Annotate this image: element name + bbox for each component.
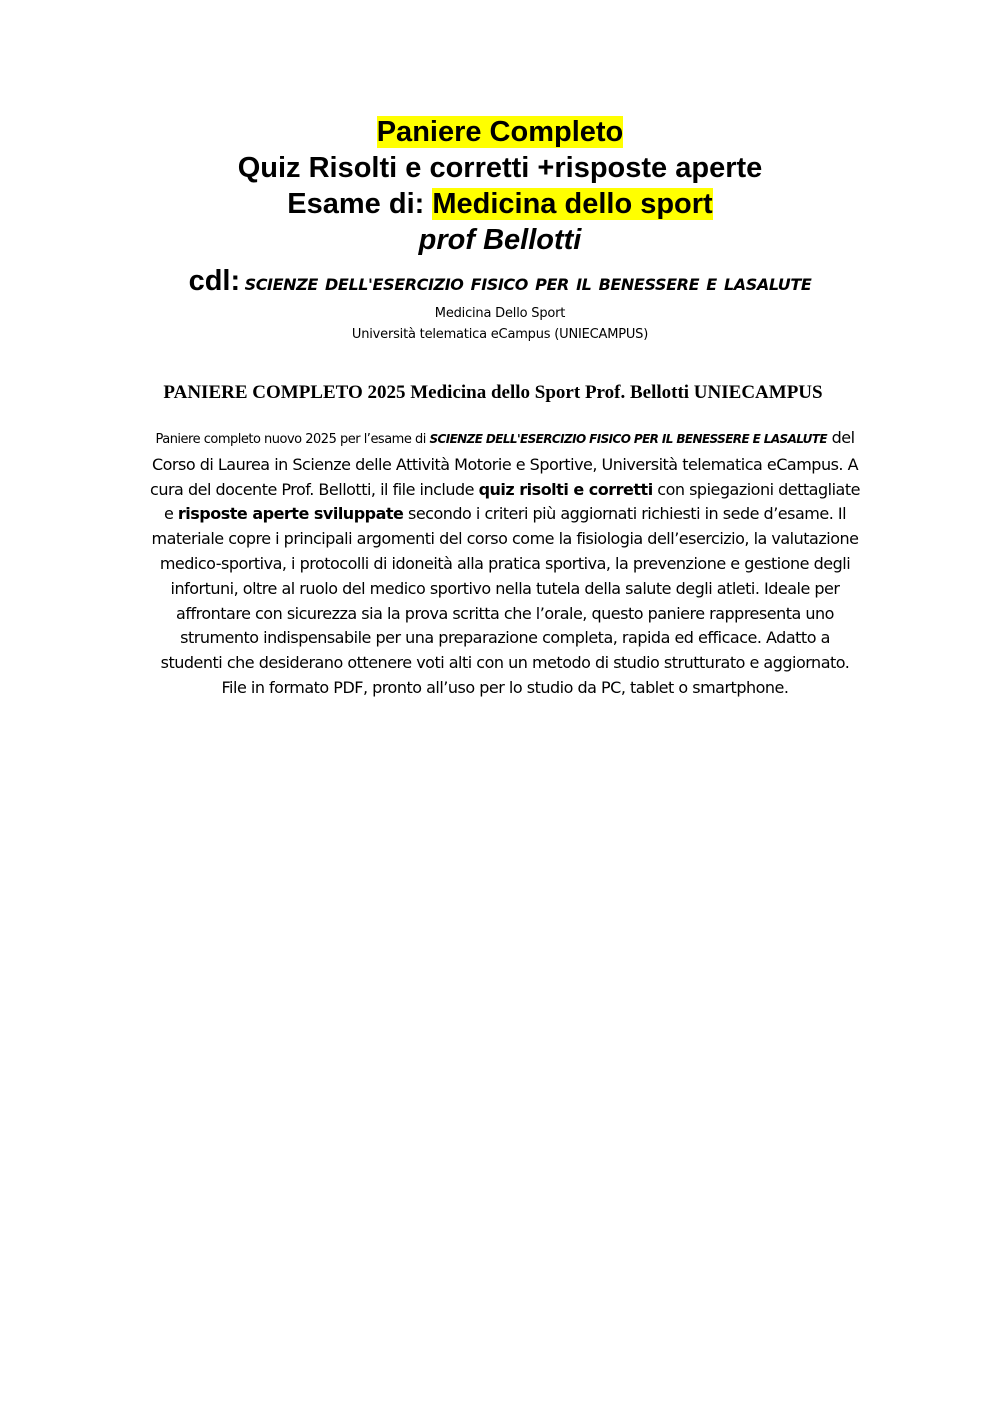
description-bold-risposte: risposte aperte sviluppate (177, 504, 404, 524)
header-line-1 (0, 114, 1000, 150)
header-title-highlight: Paniere Completo (376, 116, 624, 148)
description-part-3: secondo i criteri più aggiornati richiesti in sede d’esame. Il materiale copre i principali argomenti del corso come la fisiologia dell’esercizio, la valutazione medico-sportiva, i protocolli di idoneità alla pratica sportiva, la prevenzione e gestione degli infortuni, oltre al ruolo del medico sportivo nella tutela della salute degli atleti. Ideale per affrontare con sicurezza sia la prova scritta che l’orale, questo paniere rappresenta uno strumento indispensabile per una preparazione completa, rapida ed efficace. Adatto a studenti che desiderano ottenere voti alti con un metodo di studio strutturato e aggiornato. File in formato PDF, pronto all’uso per lo studio da PC, tablet o smartphone. (151, 504, 859, 697)
header-line-3 (0, 186, 1000, 222)
description-cdl-emphasis: SCIENZE DELL'ESERCIZIO FISICO PER IL BENESSERE E LASALUTE (429, 432, 827, 446)
document-header (0, 114, 1000, 345)
course-name: Medicina Dello Sport (434, 306, 566, 321)
exam-label: Esame di: (287, 188, 433, 220)
description-paragraph (150, 426, 860, 701)
description-intro: Paniere completo nuovo 2025 per l’esame di (155, 432, 430, 447)
cdl-label: cdl: (188, 265, 241, 297)
exam-name-highlight: Medicina dello sport (432, 188, 713, 220)
description-part-2: con spiegazioni dettagliate e (163, 479, 860, 524)
cdl-value: SCIENZE DELL'ESERCIZIO FISICO PER IL BENESSERE E LASALUTE (244, 275, 812, 294)
header-line-2: Quiz Risolti e corretti +risposte aperte (237, 152, 763, 184)
description-part-1: del Corso di Laurea in Scienze delle Attività Motorie e Sportive, Università telematica eCampus. A cura del docente Prof. Bellotti, il file include (150, 428, 859, 499)
university-name: Università telematica eCampus (UNIECAMPUS) (351, 327, 649, 342)
section-title: PANIERE COMPLETO 2025 Medicina dello Sport Prof. Bellotti UNIECAMPUS (163, 382, 823, 403)
professor-line: prof Bellotti (418, 224, 582, 256)
description-bold-quiz: quiz risolti e corretti (478, 479, 653, 499)
cdl-line (0, 264, 1000, 303)
